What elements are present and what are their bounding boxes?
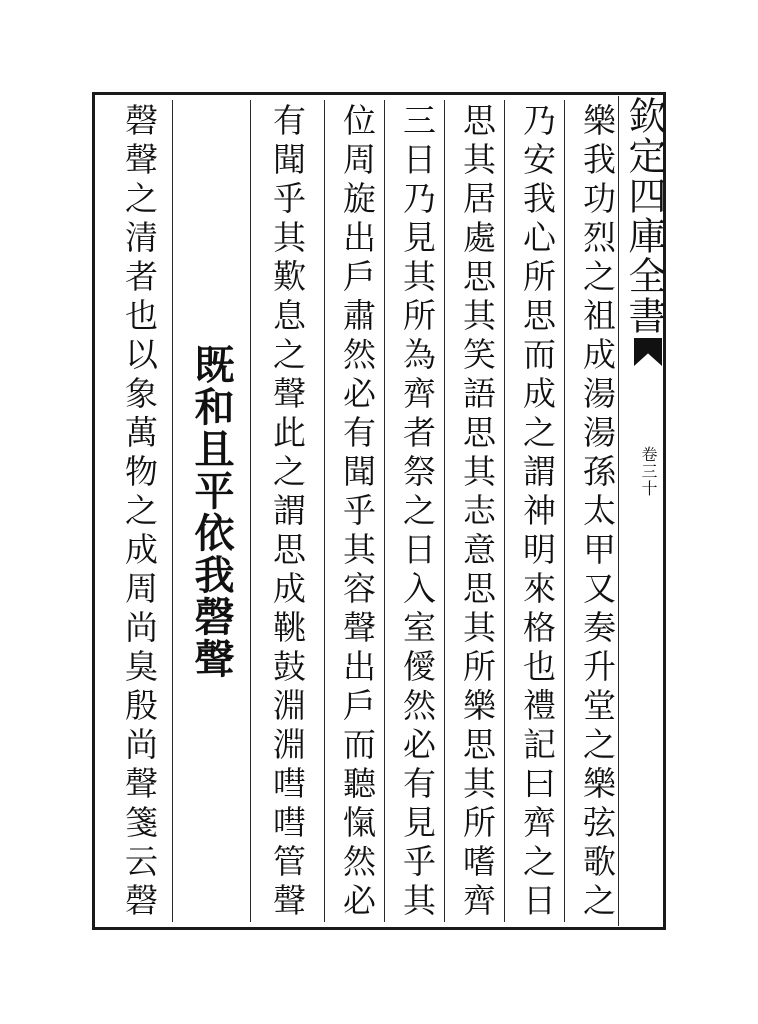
text-column-3: 思其居處思其笑語思其志意思其所樂思其所嗜齊: [458, 102, 497, 922]
column-rule: [172, 100, 173, 922]
book-title: 欽定四庫全書: [622, 96, 666, 336]
text-column-2: 乃安我心所思而成之謂神明來格也禮記曰齊之日: [518, 102, 557, 922]
text-column-8: 磬聲之清者也以象萬物之成周尚臭殷尚聲箋云磬: [120, 102, 159, 922]
classic-text: 既和且平依我磬聲: [188, 344, 235, 680]
text-column-5: 位周旋出戶肅然必有聞乎其容聲出戶而聽愾然必: [338, 102, 377, 922]
text-column-4: 三日乃見其所為齊者祭之日入室僾然必有見乎其: [398, 102, 437, 922]
text-column-7: [180, 102, 242, 922]
text-column-1: 樂我功烈之祖成湯湯孫太甲又奏升堂之樂弦歌之: [578, 102, 617, 922]
text-column-6: 有聞乎其歎息之聲此之謂思成鞉鼓淵淵嘒嘒管聲: [268, 102, 307, 922]
column-rule: [324, 100, 325, 922]
volume-label: 卷三十: [639, 446, 658, 497]
column-rule: [250, 100, 251, 922]
